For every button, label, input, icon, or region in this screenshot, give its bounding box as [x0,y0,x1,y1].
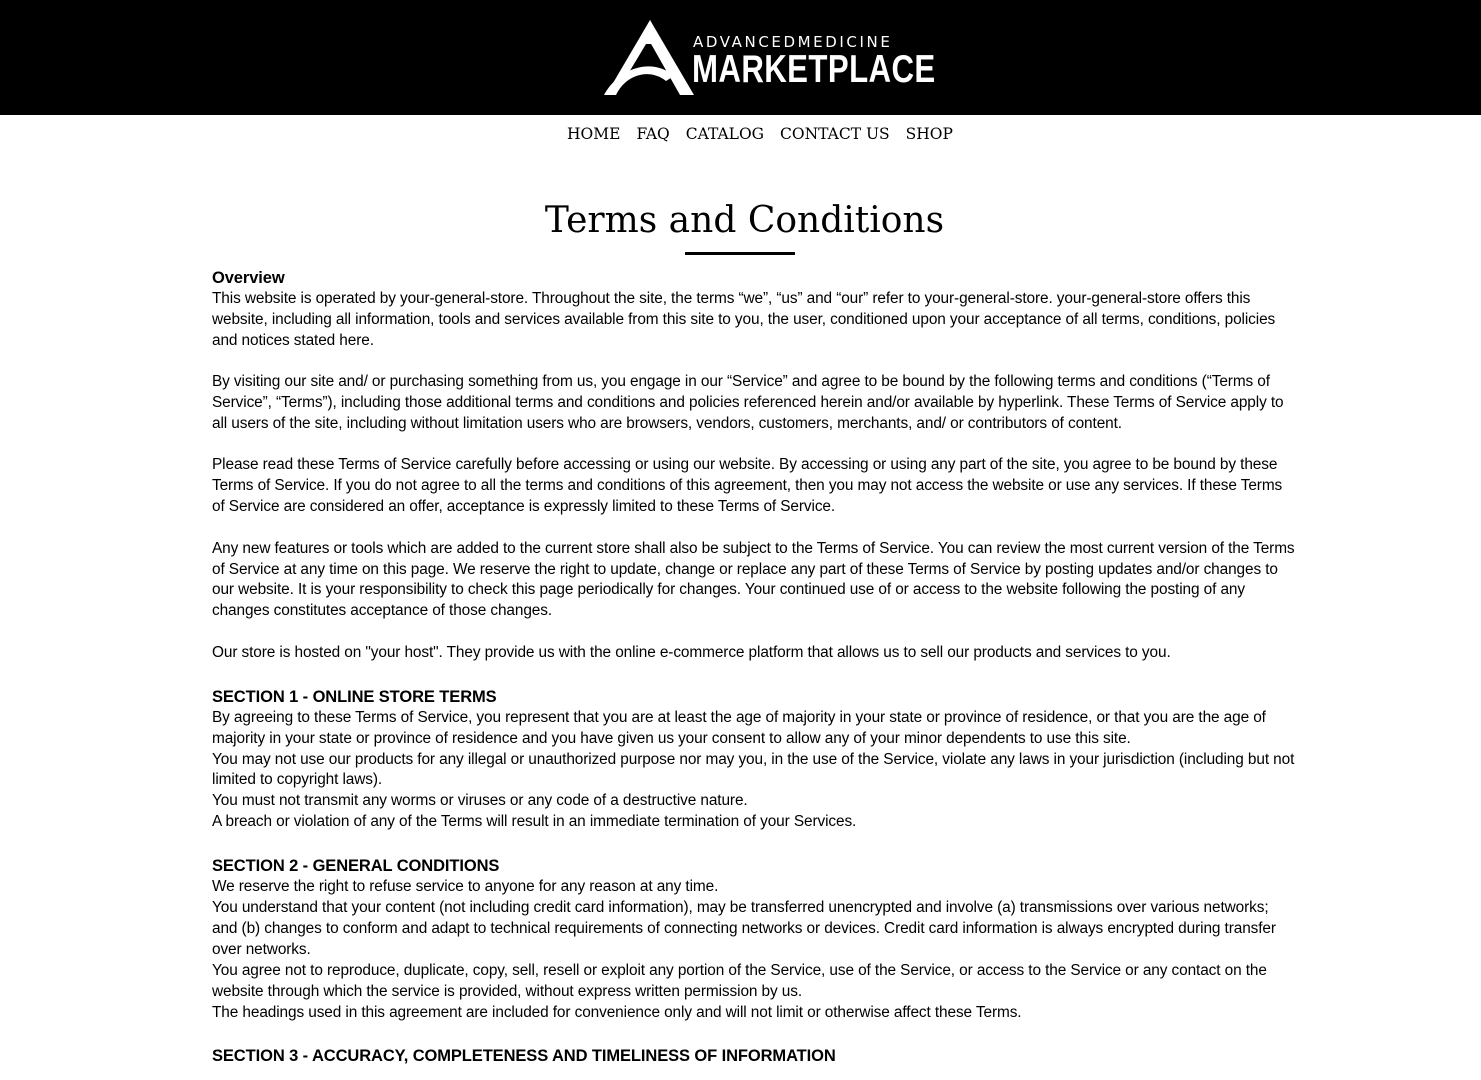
page-title: Terms and Conditions [544,200,945,241]
section-1-line-4: A breach or violation of any of the Terms will result in an immediate termination of your Services. [212,813,857,831]
nav-home[interactable]: HOME [567,125,621,143]
title-underline [685,252,795,255]
spacer [212,833,1297,855]
section-2-line-2: You understand that your content (not including credit card information), may be transferred unencrypted and involve (a) transmissions over various networks; and (b) changes to conform and adapt to technical requirements of connecting networks or devices. Credit card information is always encrypted during transfer over networks. [212,899,1276,958]
overview-heading: Overview [212,269,285,287]
overview-paragraph-5: Our store is hosted on "your host". They provide us with the online e-commerce platform that allows us to sell our products and services to you. [212,643,1171,661]
site-logo[interactable] [602,18,936,98]
overview-paragraph-3: Please read these Terms of Service carefully before accessing or using our website. By accessing or using any part of the site, you agree to be bound by these Terms of Service. If you do not agree to all the terms and conditions of this agreement, then you may not access the website or use any services. If these Terms of Service are considered an offer, acceptance is expressly limited to these Terms of Service. [212,456,1283,516]
section-1-line-1: By agreeing to these Terms of Service, you represent that you are at least the age of majority in your state or province of residence, or that you are the age of majority in your state or province of residence and you have given us your consent to allow any of your minor dependents to use this site. [212,708,1266,747]
logo-line-2: MARKETPLACE [692,48,936,91]
section-1-heading: SECTION 1 - ONLINE STORE TERMS [212,687,497,706]
spacer [212,664,1297,686]
spacer [212,518,1297,539]
overview-paragraph-1: This website is operated by your-general-store. Throughout the site, the terms “we”, “us” and “our” refer to your-general-store. your-general-store offers this website, including all information, tools and services available from this site to you, the user, conditioned upon your acceptance of all terms, conditions, policies and notices stated here. [212,290,1276,349]
section-2-line-4: The headings used in this agreement are included for convenience only and will not limit or otherwise affect these Terms. [212,1003,1022,1021]
overview-paragraph-4: Any new features or tools which are added to the current store shall also be subject to the Terms of Service. You can review the most current version of the Terms of Service at any time on this page. We reserve the right to update, change or replace any part of these Terms of Service by posting updates and/or changes to our website. It is your responsibility to check this page periodically for changes. Your continued use of or access to the website following the posting of any changes constitutes acceptance of those changes. [212,539,1295,620]
nav-faq[interactable]: FAQ [636,125,670,143]
nav-catalog[interactable]: CATALOG [685,125,765,143]
spacer [212,352,1297,373]
terms-content [212,267,1297,1067]
section-3-heading: SECTION 3 - ACCURACY, COMPLETENESS AND TIMELINESS OF INFORMATION [212,1047,836,1066]
title-block [0,199,1481,255]
spacer [212,1023,1297,1045]
section-2-heading: SECTION 2 - GENERAL CONDITIONS [212,857,500,876]
nav-shop[interactable]: SHOP [905,125,953,143]
spacer [212,622,1297,643]
section-2-line-3: You agree not to reproduce, duplicate, copy, sell, resell or exploit any portion of the Service, use of the Service, or access to the Service or any contact on the website through which the service is provided, without express written permission by us. [212,961,1267,1000]
logo-mark-icon [602,18,694,98]
nav-contact-us[interactable]: CONTACT US [780,125,890,143]
site-header [0,0,1481,115]
logo-line-1: ADVANCEDMEDICINE [693,33,893,51]
section-1-line-2: You may not use our products for any illegal or unauthorized purpose nor may you, in the use of the Service, violate any laws in your jurisdiction (including but not limited to copyright laws). [212,750,1295,789]
overview-paragraph-2: By visiting our site and/ or purchasing something from us, you engage in our “Service” and agree to be bound by the following terms and conditions (“Terms of Service”, “Terms”), including those additional terms and conditions and policies referenced herein and/or available by hyperlink. These Terms of Service apply to all users of the site, including without limitation users who are browsers, vendors, customers, merchants, and/ or contributors of content. [212,373,1284,433]
section-1-line-3: You must not transmit any worms or viruses or any code of a destructive nature. [212,792,748,810]
section-2-line-1: We reserve the right to refuse service to anyone for any reason at any time. [212,878,719,896]
spacer [212,435,1297,456]
main-navigation [0,115,1481,153]
